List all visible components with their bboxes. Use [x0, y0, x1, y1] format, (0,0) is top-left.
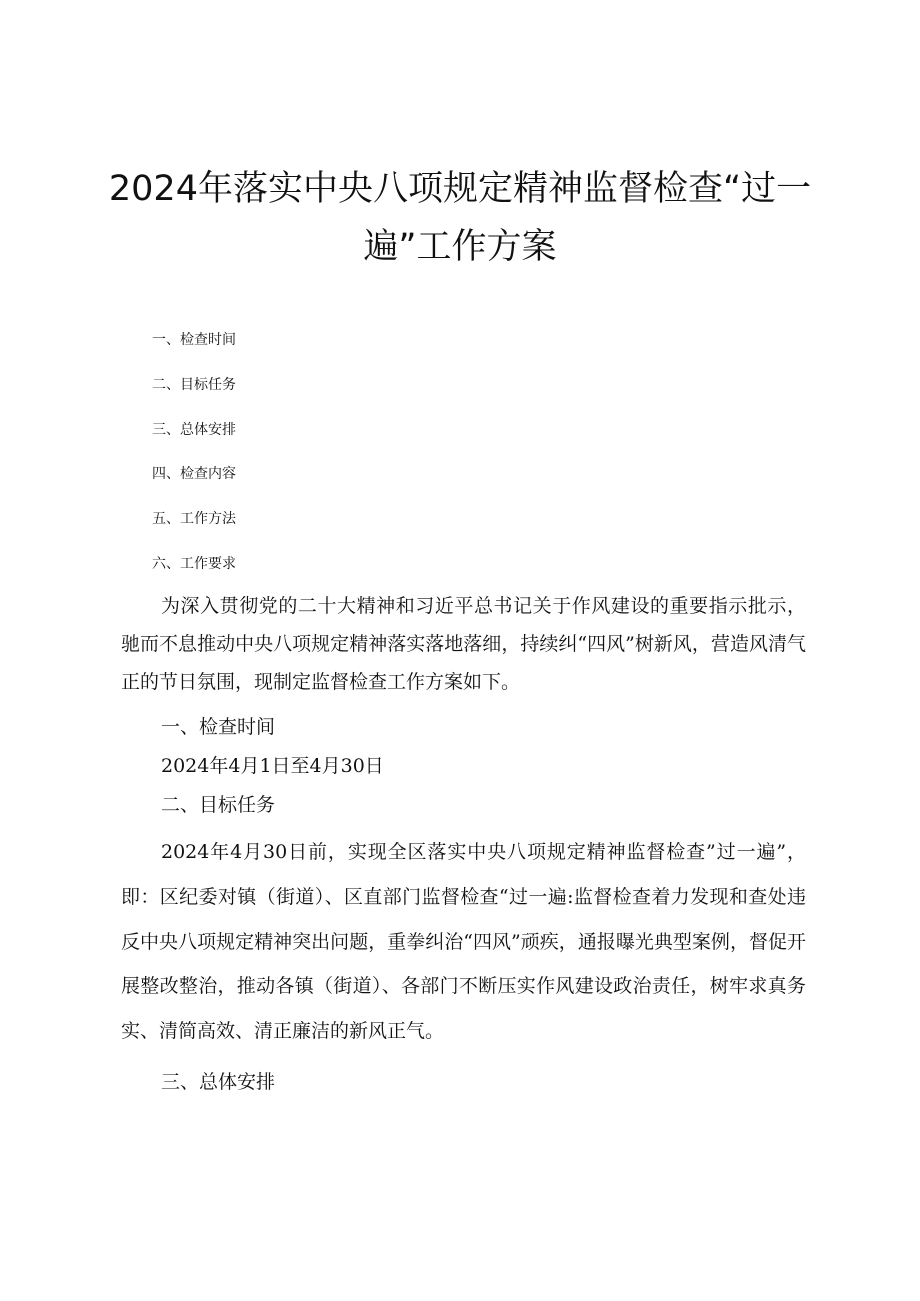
section-heading-overall-plan: 三、总体安排 — [161, 1070, 276, 1093]
toc-item: 二、目标任务 — [152, 376, 236, 393]
goals-paragraph: 2024年4月30日前，实现全区落实中央八项规定精神监督检查”过一遍”，即：区纪委对镇（街道）、区直部门监督检查“过一遍:监督检查着力发现和查处违反中央八项规定精神突出问题，重拳纠治“四风”顽疾，通报曝光典型案例，督促开展整改整治，推动各镇（街道）、各部门不断压实作风建设政治责任，树牢求真务实、清简高效、清正廉洁的新风正气。 — [121, 841, 806, 1043]
inspection-date-range: 2024年4月1日至4月30日 — [161, 755, 384, 777]
toc-item: 一、检查时间 — [152, 332, 236, 348]
document-body — [121, 587, 806, 1107]
toc-item: 四、检查内容 — [152, 466, 236, 483]
document-title: 2024年落实中央八项规定精神监督检查“过一遍”工作方案 — [108, 169, 812, 267]
section-heading-goals: 二、目标任务 — [161, 794, 276, 816]
toc-item: 六、工作要求 — [152, 555, 236, 572]
section-heading-inspection-time: 一、检查时间 — [161, 716, 276, 738]
table-of-contents — [152, 329, 236, 598]
toc-item: 五、工作方法 — [152, 511, 236, 528]
intro-paragraph: 为深入贯彻党的二十大精神和习近平总书记关于作风建设的重要指示批示，驰而不息推动中央八项规定精神落实落地落细，持续纠“四风”树新风，营造风清气正的节日氛围，现制定监督检查工作方案如下。 — [121, 595, 806, 693]
toc-item: 三、总体安排 — [152, 421, 236, 438]
